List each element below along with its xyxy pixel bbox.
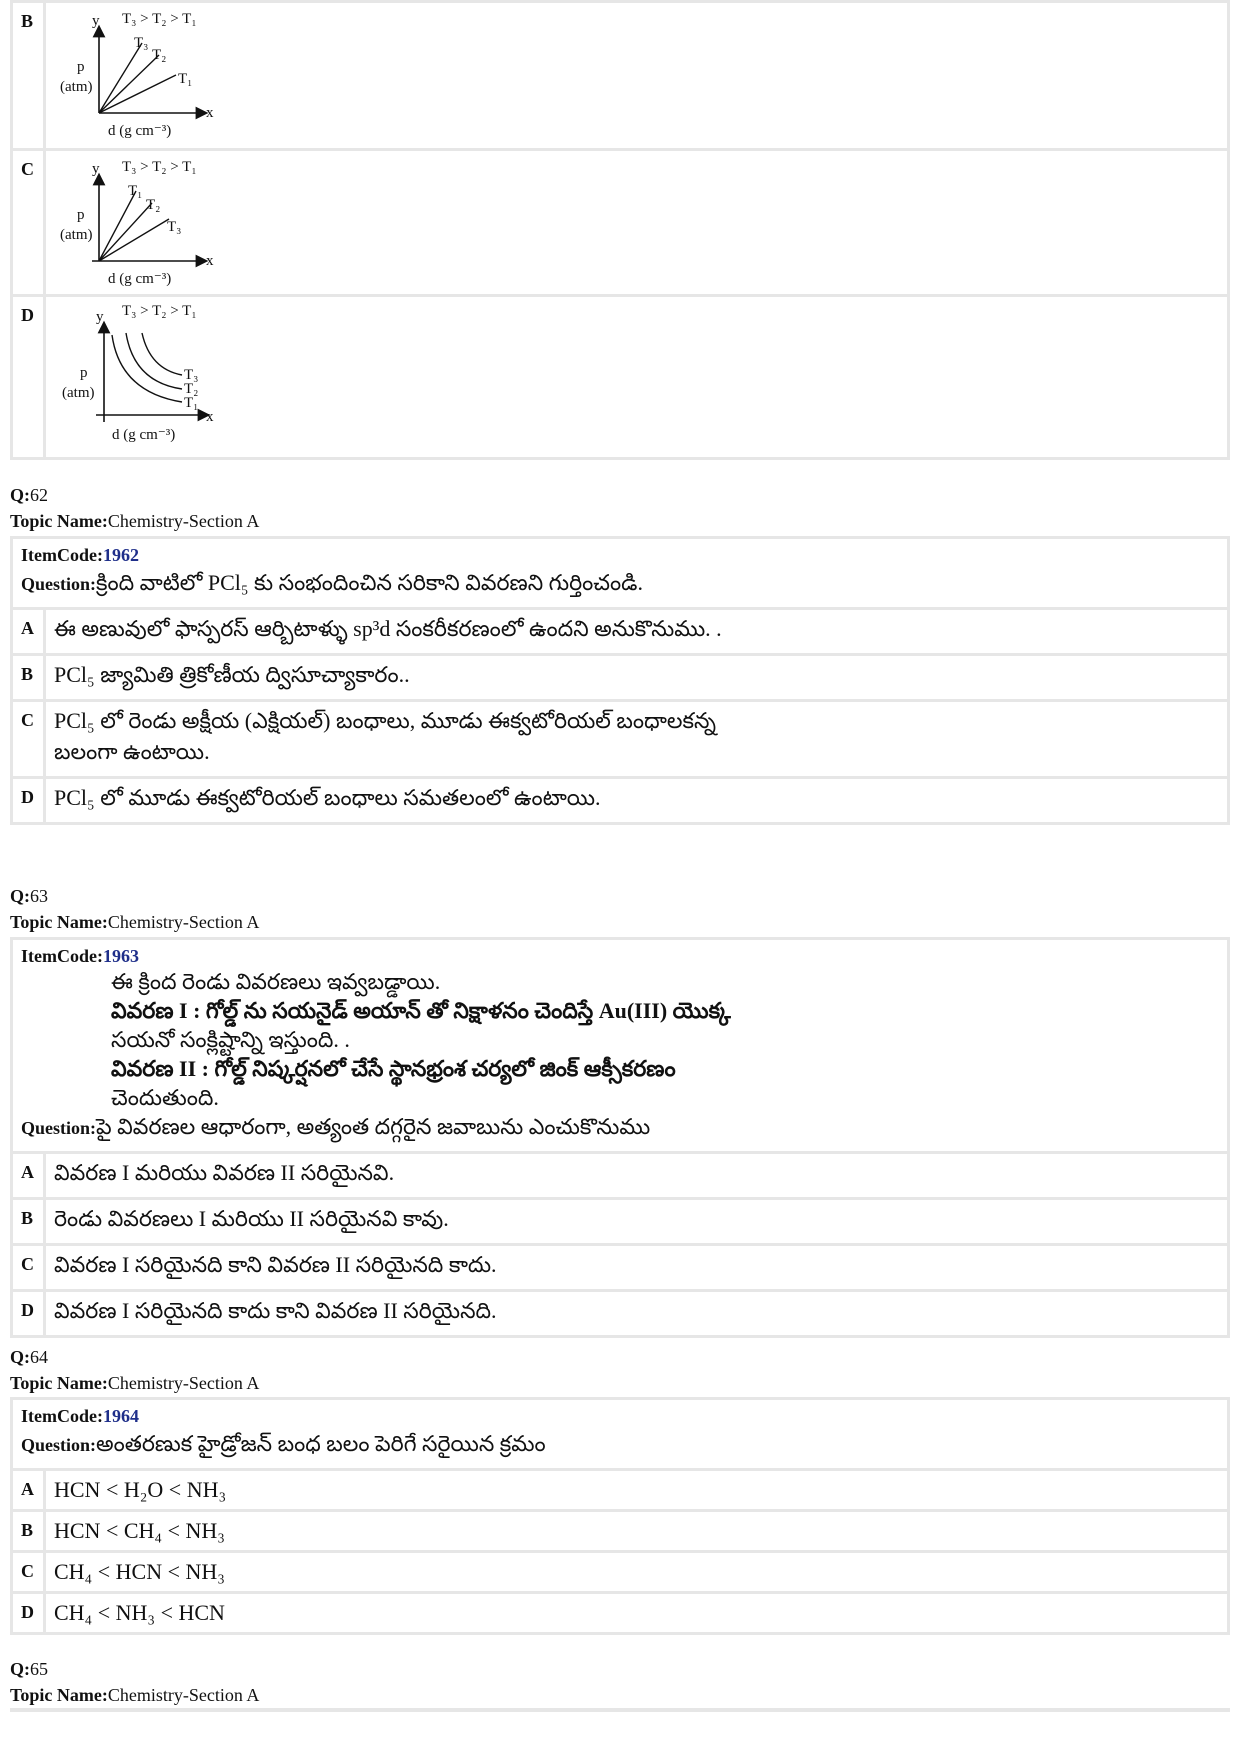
option-letter: D: [13, 1594, 43, 1632]
option-text: PCl₅ లో మూడు ఈక్వటోరియల్ బంధాలు సమతలంలో ఉంటాయి.: [46, 779, 1227, 822]
option-letter: C: [13, 702, 43, 776]
question-number: 62: [30, 485, 48, 505]
x-label: d (g cm⁻³): [108, 123, 172, 139]
option-text: CH₄ < NH₃ < HCN: [46, 1594, 1227, 1632]
statement-line: ఈ క్రింద రెండు వివరణలు ఇవ్వబడ్డాయి.: [111, 969, 441, 994]
q-label: Q:: [10, 1659, 30, 1679]
x-axis-label: x: [206, 105, 214, 121]
itemcode-value: 1962: [102, 545, 139, 565]
q-label: Q:: [10, 485, 30, 505]
question-table-62: [10, 536, 1230, 825]
option-letter: A: [13, 1471, 43, 1509]
option-letter: C: [13, 1246, 43, 1289]
temperature-order: T₃ > T₂ > T₁: [122, 303, 197, 319]
x-axis-label: x: [206, 409, 214, 425]
curve-t1: [112, 335, 182, 402]
option-row-b: [13, 1200, 1227, 1243]
question-text: అంతరణుక హైడ్రోజన్ బంధ బలం పెరిగే సరైయిన క్రమం: [96, 1431, 546, 1456]
statement-line: వివరణ I : గోల్డ్ ను సయనైడ్ అయాన్ తో నిక్షాళనం చెందిస్తే Au(III) యొక్క: [111, 998, 731, 1023]
question-table-63: [10, 937, 1230, 1338]
option-row-b: [13, 3, 1227, 148]
y-label-top: p: [77, 59, 85, 75]
statement-line: వివరణ II : గోల్డ్ నిష్కర్షనలో చేసే స్థానభ్రంశ చర్యలో జింక్ ఆక్సీకరణం: [111, 1056, 676, 1081]
option-letter: A: [13, 1154, 43, 1197]
graph-options-table: [10, 0, 1230, 460]
topic-label: Topic Name:: [10, 1685, 108, 1705]
temperature-order: T₃ > T₂ > T₁: [122, 159, 197, 175]
option-text: వివరణ I సరియైనది కాని వివరణ II సరియైనది కాదు.: [46, 1246, 1227, 1289]
y-axis-label: y: [96, 309, 104, 325]
topic-label: Topic Name:: [10, 912, 108, 932]
curve-label: T₃: [167, 219, 182, 235]
option-row-d: [13, 297, 1227, 457]
question-block: [13, 940, 1227, 1151]
curve-label: T₁: [128, 183, 143, 199]
option-letter: B: [13, 1200, 43, 1243]
question-label: Question:: [21, 1118, 97, 1138]
question-number: 64: [30, 1347, 48, 1367]
q-label: Q:: [10, 1347, 30, 1367]
question-block: [13, 1400, 1227, 1468]
question-label: Question:: [21, 574, 97, 594]
topic-name: Chemistry-Section A: [107, 1685, 260, 1705]
option-letter: B: [13, 3, 43, 148]
question-header-64: [10, 1344, 259, 1396]
option-letter: B: [13, 1512, 43, 1550]
curve-label: T₃: [134, 35, 149, 51]
topic-name: Chemistry-Section A: [107, 1373, 260, 1393]
option-letter: C: [13, 1553, 43, 1591]
curve-label: T₃: [184, 367, 199, 383]
y-label-bottom: (atm): [62, 385, 95, 401]
option-graph-cell: [46, 3, 1227, 148]
option-row-c: [13, 151, 1227, 294]
curve-label: T₁: [184, 395, 199, 411]
graph-c: [54, 151, 254, 291]
question-header-62: [10, 482, 259, 534]
topic-label: Topic Name:: [10, 511, 108, 531]
option-row-c: [13, 1246, 1227, 1289]
curve-label: T₂: [146, 197, 161, 213]
y-label-bottom: (atm): [60, 227, 93, 243]
y-label-top: p: [77, 207, 85, 223]
option-text: PCl₅ లో రెండు అక్షీయ (ఎక్షియల్) బంధాలు, మూడు ఈక్వటోరియల్ బంధాలకన్న బలంగా ఉంటాయి.: [46, 702, 1227, 776]
question-number: 63: [30, 886, 48, 906]
option-letter: D: [13, 297, 43, 457]
q-label: Q:: [10, 886, 30, 906]
x-axis-label: x: [206, 253, 214, 269]
question-header-65: [10, 1656, 259, 1708]
option-text: HCN < CH₄ < NH₃: [46, 1512, 1227, 1550]
option-letter: D: [13, 779, 43, 822]
option-text: వివరణ I సరియైనది కాదు కాని వివరణ II సరియైనది.: [46, 1292, 1227, 1335]
option-row-d: [13, 1594, 1227, 1632]
itemcode-label: ItemCode:: [21, 545, 103, 565]
graph-b: [54, 3, 254, 143]
option-text: PCl₅ జ్యామితి త్రికోణీయ ద్విసూచ్యాకారం..: [46, 656, 1227, 699]
option-text: CH₄ < HCN < NH₃: [46, 1553, 1227, 1591]
topic-name: Chemistry-Section A: [107, 511, 260, 531]
option-text: ఈ అణువులో ఫాస్పరస్ ఆర్బిటాళ్ళు sp³d సంకరీకరణంలో ఉందని అనుకొనుము. .: [46, 610, 1227, 653]
option-row-c: [13, 1553, 1227, 1591]
question-number: 65: [30, 1659, 48, 1679]
curve-label: T₂: [184, 381, 199, 397]
option-letter: C: [13, 151, 43, 294]
y-label-top: p: [80, 365, 88, 381]
option-graph-cell: [46, 297, 1227, 457]
question-text: క్రింది వాటిలో PCl₅ కు సంభందించిన సరికాని వివరణని గుర్తించండి.: [96, 570, 643, 595]
option-text: రెండు వివరణలు I మరియు II సరియైనవి కావు.: [46, 1200, 1227, 1243]
option-row-d: [13, 779, 1227, 822]
y-axis-label: y: [92, 13, 100, 29]
statement-line: సయనో సంక్లిష్టాన్ని ఇస్తుంది. .: [111, 1027, 350, 1052]
option-row-a: [13, 1471, 1227, 1509]
curve-label: T₁: [178, 71, 193, 87]
itemcode-label: ItemCode:: [21, 1406, 103, 1426]
itemcode-label: ItemCode:: [21, 946, 103, 966]
option-graph-cell: [46, 151, 1227, 294]
option-row-a: [13, 1154, 1227, 1197]
question-label: Question:: [21, 1435, 97, 1455]
question-table-64: [10, 1397, 1230, 1635]
x-label: d (g cm⁻³): [112, 427, 176, 443]
option-row-b: [13, 656, 1227, 699]
option-letter: D: [13, 1292, 43, 1335]
y-label-bottom: (atm): [60, 79, 93, 95]
option-text: HCN < H₂O < NH₃: [46, 1471, 1227, 1509]
curve-t3: [142, 333, 182, 375]
topic-label: Topic Name:: [10, 1373, 108, 1393]
option-row-d: [13, 1292, 1227, 1335]
option-row-a: [13, 610, 1227, 653]
question-text: పై వివరణల ఆధారంగా, అత్యంత దగ్గరైన జవాబును ఎంచుకొనుము: [96, 1114, 651, 1139]
itemcode-value: 1964: [102, 1406, 139, 1426]
question-header-63: [10, 883, 259, 935]
option-row-b: [13, 1512, 1227, 1550]
graph-d: [54, 297, 254, 452]
temperature-order: T₃ > T₂ > T₁: [122, 11, 197, 27]
y-axis-label: y: [92, 161, 100, 177]
table-top-border: [10, 1708, 1230, 1712]
x-label: d (g cm⁻³): [108, 271, 172, 287]
option-letter: B: [13, 656, 43, 699]
option-row-c: [13, 702, 1227, 776]
statement-line: చెందుతుంది.: [111, 1085, 219, 1110]
option-letter: A: [13, 610, 43, 653]
topic-name: Chemistry-Section A: [107, 912, 260, 932]
itemcode-value: 1963: [102, 946, 139, 966]
curve-label: T₂: [152, 47, 167, 63]
question-block: [13, 539, 1227, 607]
option-text: వివరణ I మరియు వివరణ II సరియైనవి.: [46, 1154, 1227, 1197]
